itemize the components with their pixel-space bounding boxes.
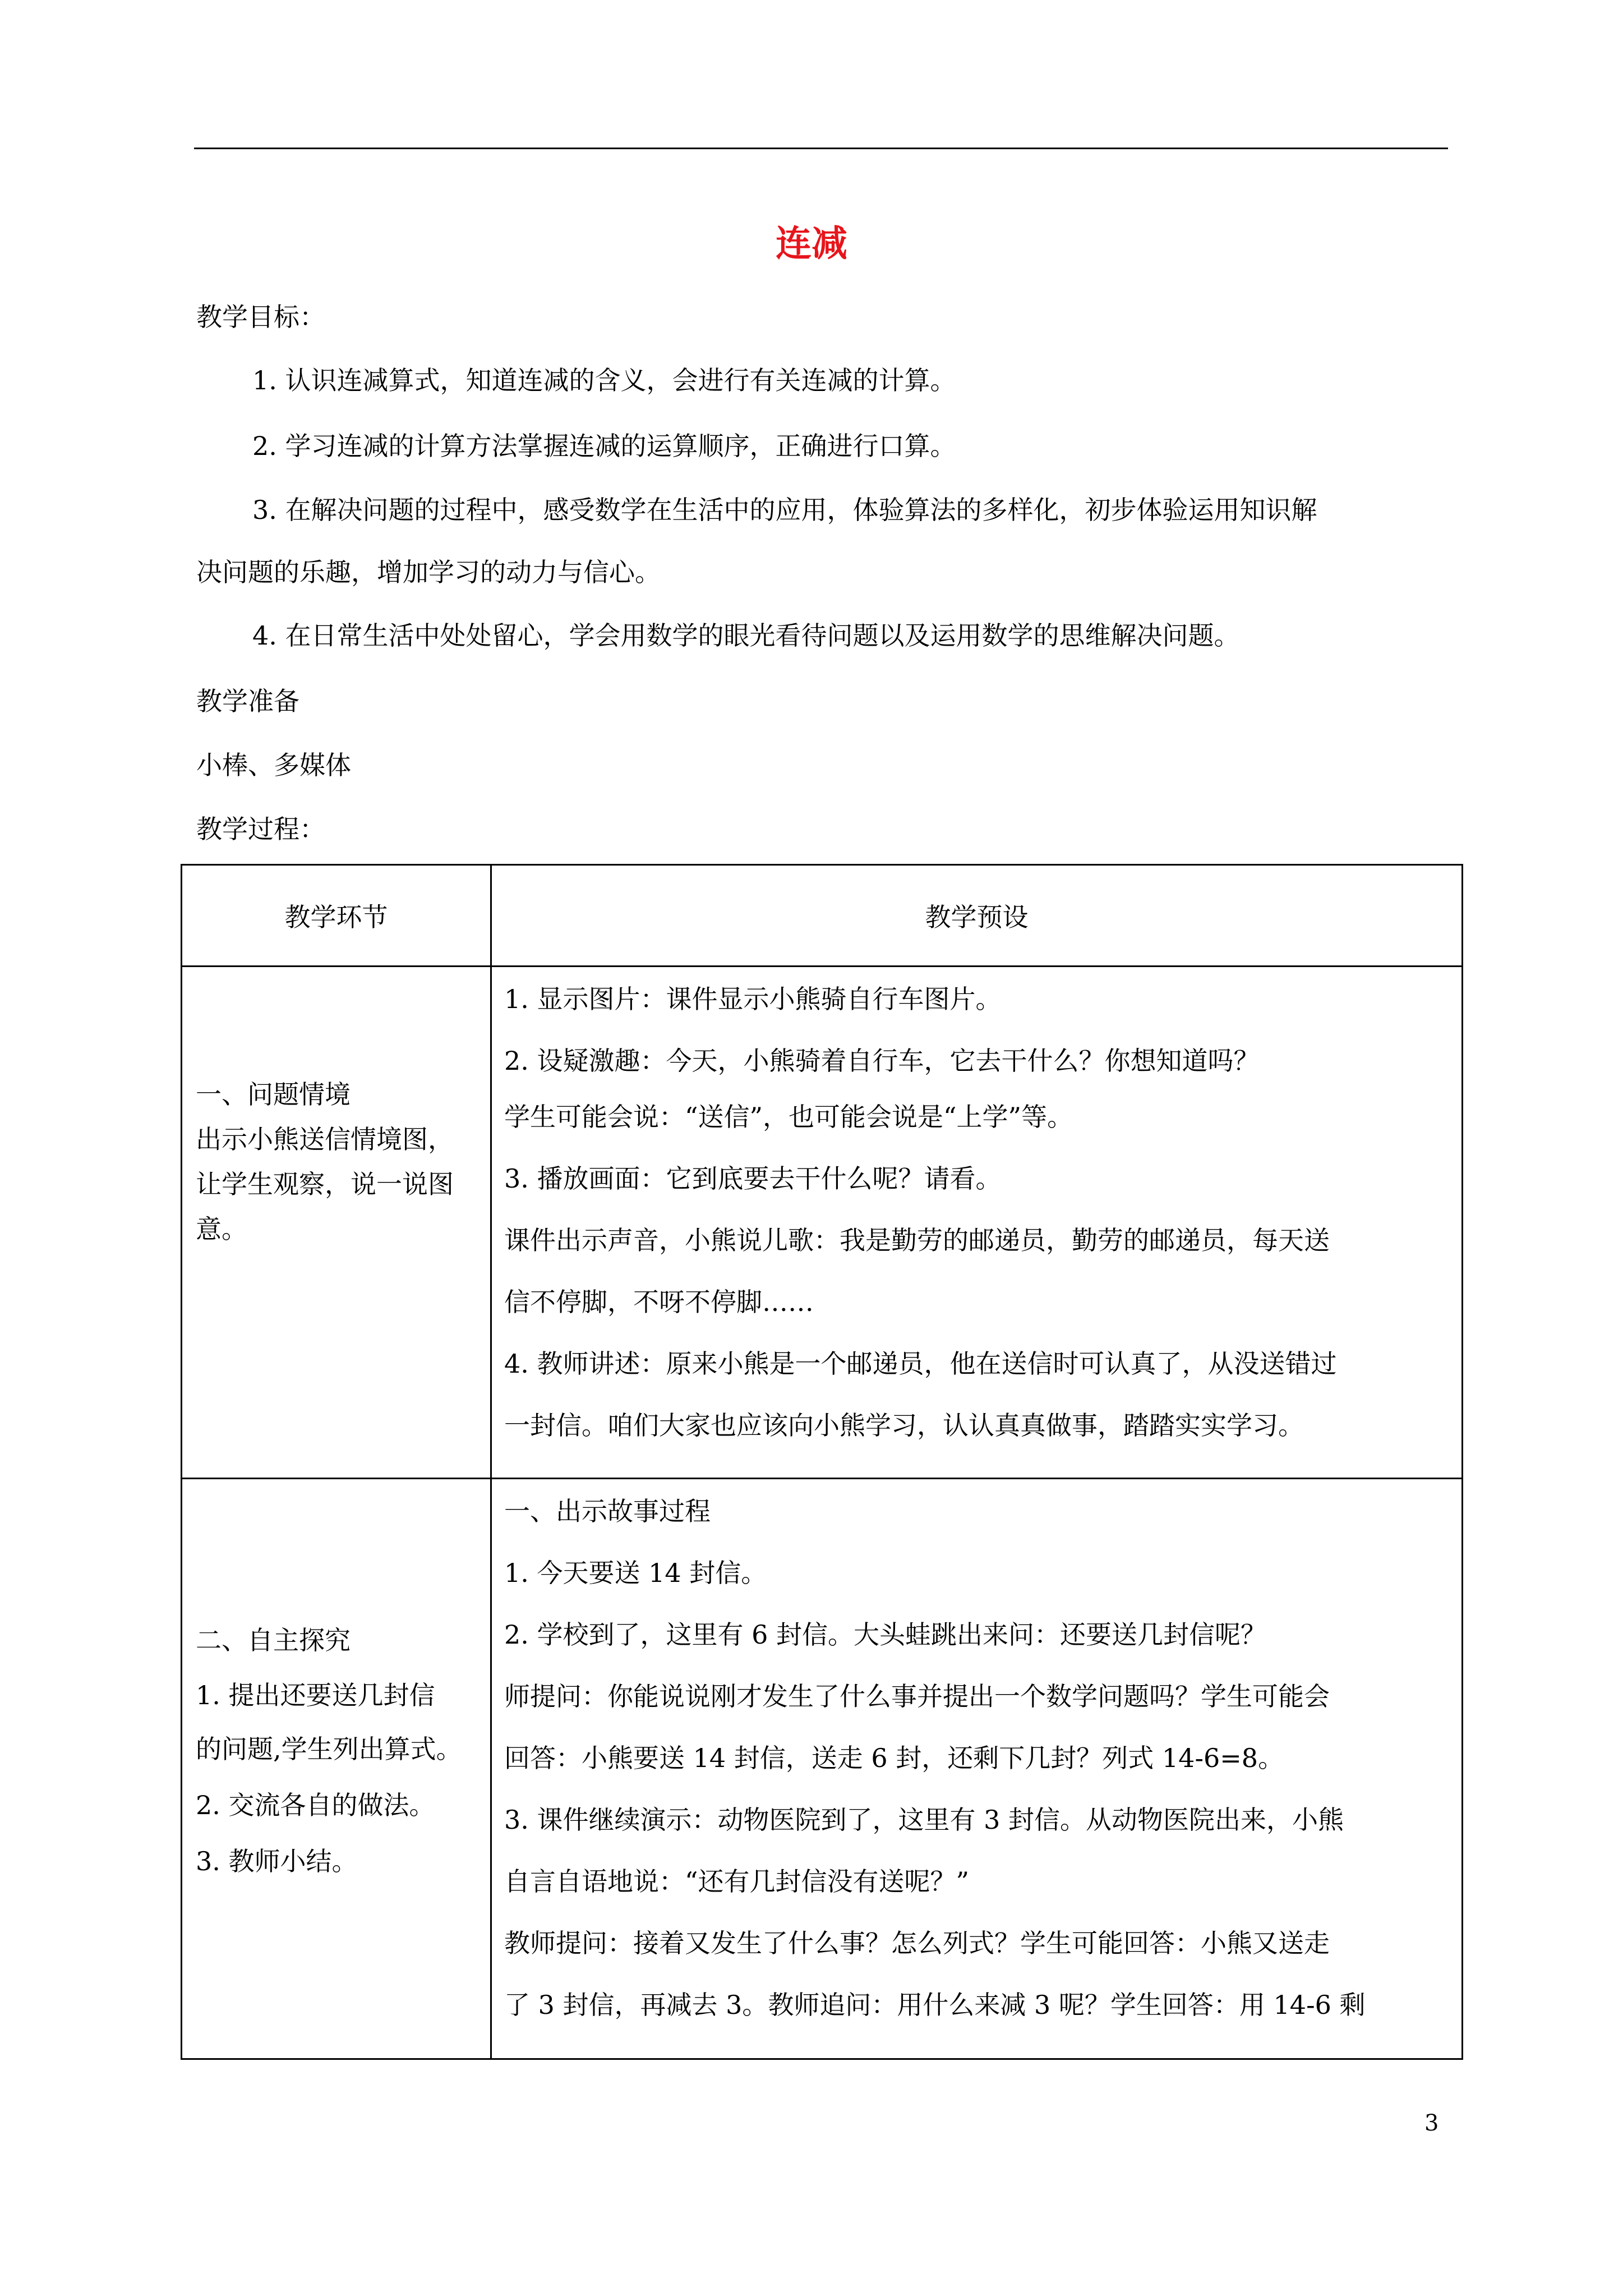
preparation-heading: 教学准备 xyxy=(196,686,299,716)
stage-line: 二、自主探究 xyxy=(196,1625,351,1655)
plan-line: 自言自语地说：“还有几封信没有送呢？” xyxy=(504,1866,970,1897)
lesson-table xyxy=(181,864,1463,2060)
objective-item: 2. 学习连减的计算方法掌握连减的运算顺序，正确进行口算。 xyxy=(252,431,956,461)
objective-item: 1. 认识连减算式，知道连减的含义，会进行有关连减的计算。 xyxy=(252,365,956,395)
plan-line: 2. 学校到了，这里有 6 封信。大头蛙跳出来问：还要送几封信呢？ xyxy=(504,1619,1267,1650)
plan-line: 信不停脚，不呀不停脚…… xyxy=(504,1287,814,1317)
column-header-plan: 教学预设 xyxy=(491,865,1463,967)
plan-line: 一封信。咱们大家也应该向小熊学习，认认真真做事，踏踏实实学习。 xyxy=(504,1410,1304,1441)
objective-item-continuation: 决问题的乐趣，增加学习的动力与信心。 xyxy=(196,557,661,587)
table-row xyxy=(182,1479,1463,2059)
plan-line: 1. 今天要送 14 封信。 xyxy=(504,1558,767,1588)
preparation-items: 小棒、多媒体 xyxy=(196,750,351,780)
process-heading: 教学过程： xyxy=(196,814,325,844)
plan-line: 一、出示故事过程 xyxy=(504,1496,711,1526)
plan-line: 了 3 封信，再减去 3。教师追问：用什么来减 3 呢？学生回答：用 14-6 剩 xyxy=(504,1990,1366,2020)
objectives-heading: 教学目标： xyxy=(196,302,325,332)
stage-line: 让学生观察，说一说图 xyxy=(196,1169,454,1199)
column-header-stage: 教学环节 xyxy=(182,865,491,967)
plan-cell xyxy=(491,967,1463,1479)
stage-cell xyxy=(182,1479,491,2059)
plan-line: 师提问：你能说说刚才发生了什么事并提出一个数学问题吗？学生可能会 xyxy=(504,1681,1330,1711)
objective-item: 4. 在日常生活中处处留心，学会用数学的眼光看待问题以及运用数学的思维解决问题。 xyxy=(252,620,1240,651)
page-number: 3 xyxy=(1424,2110,1439,2136)
stage-line: 2. 交流各自的做法。 xyxy=(196,1790,435,1820)
document-title: 连减 xyxy=(776,223,847,265)
stage-line: 1. 提出还要送几封信 xyxy=(196,1680,435,1710)
plan-line: 学生可能会说：“送信”，也可能会说是“上学”等。 xyxy=(504,1102,1073,1132)
header-rule xyxy=(194,148,1448,149)
plan-line: 回答：小熊要送 14 封信，送走 6 封，还剩下几封？列式 14-6=8。 xyxy=(504,1743,1284,1773)
stage-line: 意。 xyxy=(196,1214,247,1244)
plan-line: 课件出示声音，小熊说儿歌：我是勤劳的邮递员，勤劳的邮递员，每天送 xyxy=(504,1225,1330,1255)
stage-cell xyxy=(182,967,491,1479)
plan-line: 1. 显示图片：课件显示小熊骑自行车图片。 xyxy=(504,984,1002,1014)
objective-item: 3. 在解决问题的过程中，感受数学在生活中的应用，体验算法的多样化，初步体验运用知识解 xyxy=(252,495,1317,525)
stage-line: 的问题,学生列出算式。 xyxy=(196,1734,462,1764)
table-header-row xyxy=(182,865,1463,967)
plan-line: 3. 课件继续演示：动物医院到了，这里有 3 封信。从动物医院出来，小熊 xyxy=(504,1805,1344,1835)
stage-line: 一、问题情境 xyxy=(196,1079,351,1110)
plan-line: 3. 播放画面：它到底要去干什么呢？请看。 xyxy=(504,1163,1002,1194)
stage-line: 出示小熊送信情境图， xyxy=(196,1124,454,1154)
plan-line: 2. 设疑激趣：今天，小熊骑着自行车，它去干什么？你想知道吗？ xyxy=(504,1046,1260,1076)
stage-line: 3. 教师小结。 xyxy=(196,1846,358,1876)
plan-line: 教师提问：接着又发生了什么事？怎么列式？学生可能回答：小熊又送走 xyxy=(504,1928,1330,1958)
table-row xyxy=(182,967,1463,1479)
plan-line: 4. 教师讲述：原来小熊是一个邮递员，他在送信时可认真了，从没送错过 xyxy=(504,1349,1337,1379)
plan-cell xyxy=(491,1479,1463,2059)
